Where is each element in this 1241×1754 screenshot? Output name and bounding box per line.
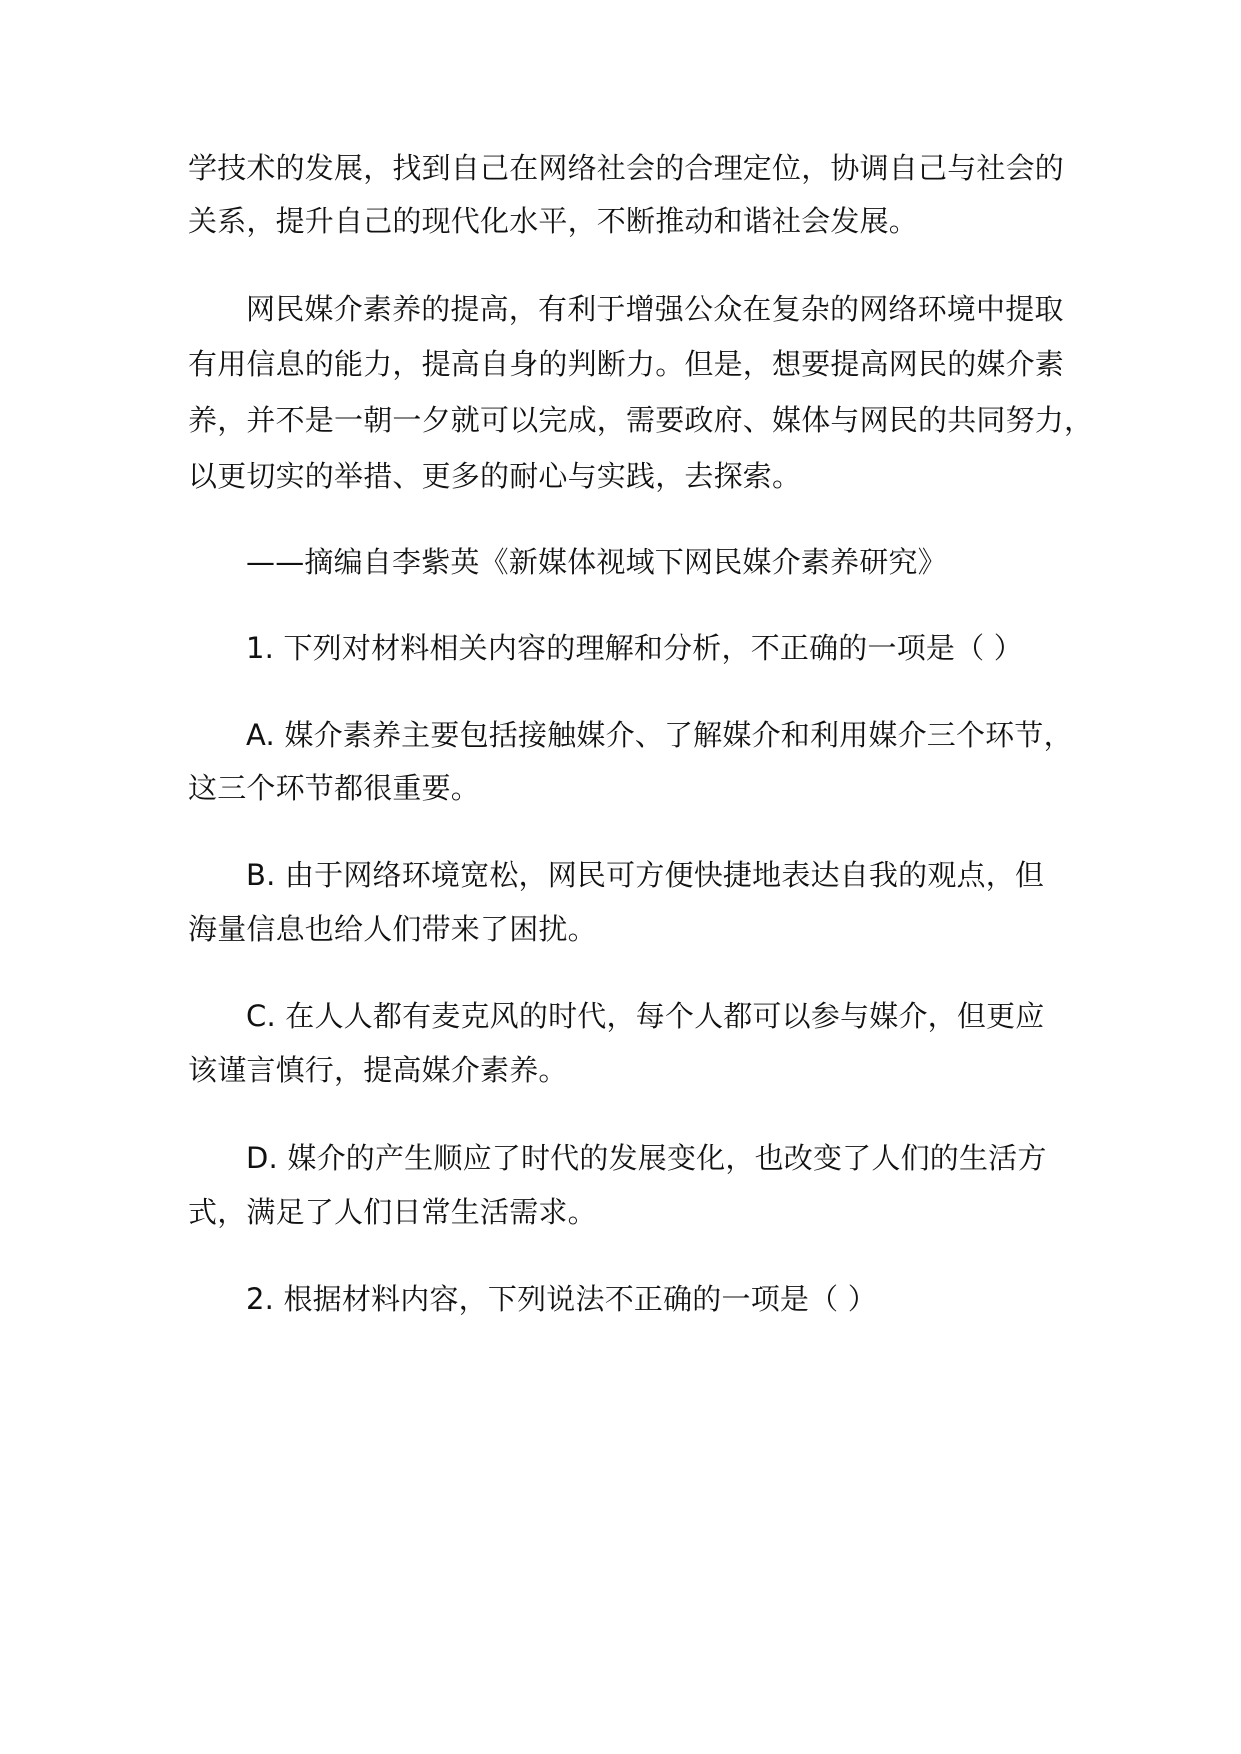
question-2: 2. 根据材料内容，下列说法不正确的一项是（ ） xyxy=(246,1282,877,1316)
question-1: 1. 下列对材料相关内容的理解和分析，不正确的一项是（ ） xyxy=(246,631,1023,665)
question-1-option-b-line-2: 海量信息也给人们带来了困扰。 xyxy=(188,912,597,946)
paragraph-2-line-2: 有用信息的能力，提高自身的判断力。但是，想要提高网民的媒介素 xyxy=(188,347,1065,381)
question-1-option-a-line-1: A. 媒介素养主要包括接触媒介、了解媒介和利用媒介三个环节， xyxy=(246,718,1073,752)
question-1-option-d-line-2: 式，满足了人们日常生活需求。 xyxy=(188,1195,597,1229)
paragraph-2-line-4: 以更切实的举措、更多的耐心与实践，去探索。 xyxy=(188,459,802,493)
paragraph-1-line-2: 关系，提升自己的现代化水平，不断推动和谐社会发展。 xyxy=(188,204,919,238)
source-citation: ——摘编自李紫英《新媒体视域下网民媒介素养研究》 xyxy=(246,545,947,579)
paragraph-2-line-3: 养，并不是一朝一夕就可以完成，需要政府、媒体与网民的共同努力， xyxy=(188,403,1094,437)
question-1-option-c-line-2: 该谨言慎行，提高媒介素养。 xyxy=(188,1053,568,1087)
question-1-option-b-line-1: B. 由于网络环境宽松，网民可方便快捷地表达自我的观点，但 xyxy=(246,858,1045,892)
paragraph-1-line-1: 学技术的发展，找到自己在网络社会的合理定位，协调自己与社会的 xyxy=(188,151,1065,185)
question-1-option-a-line-2: 这三个环节都很重要。 xyxy=(188,771,481,805)
paragraph-2-line-1: 网民媒介素养的提高，有利于增强公众在复杂的网络环境中提取 xyxy=(246,292,1064,326)
question-1-option-c-line-1: C. 在人人都有麦克风的时代，每个人都可以参与媒介，但更应 xyxy=(246,999,1045,1033)
question-1-option-d-line-1: D. 媒介的产生顺应了时代的发展变化，也改变了人们的生活方 xyxy=(246,1141,1047,1175)
